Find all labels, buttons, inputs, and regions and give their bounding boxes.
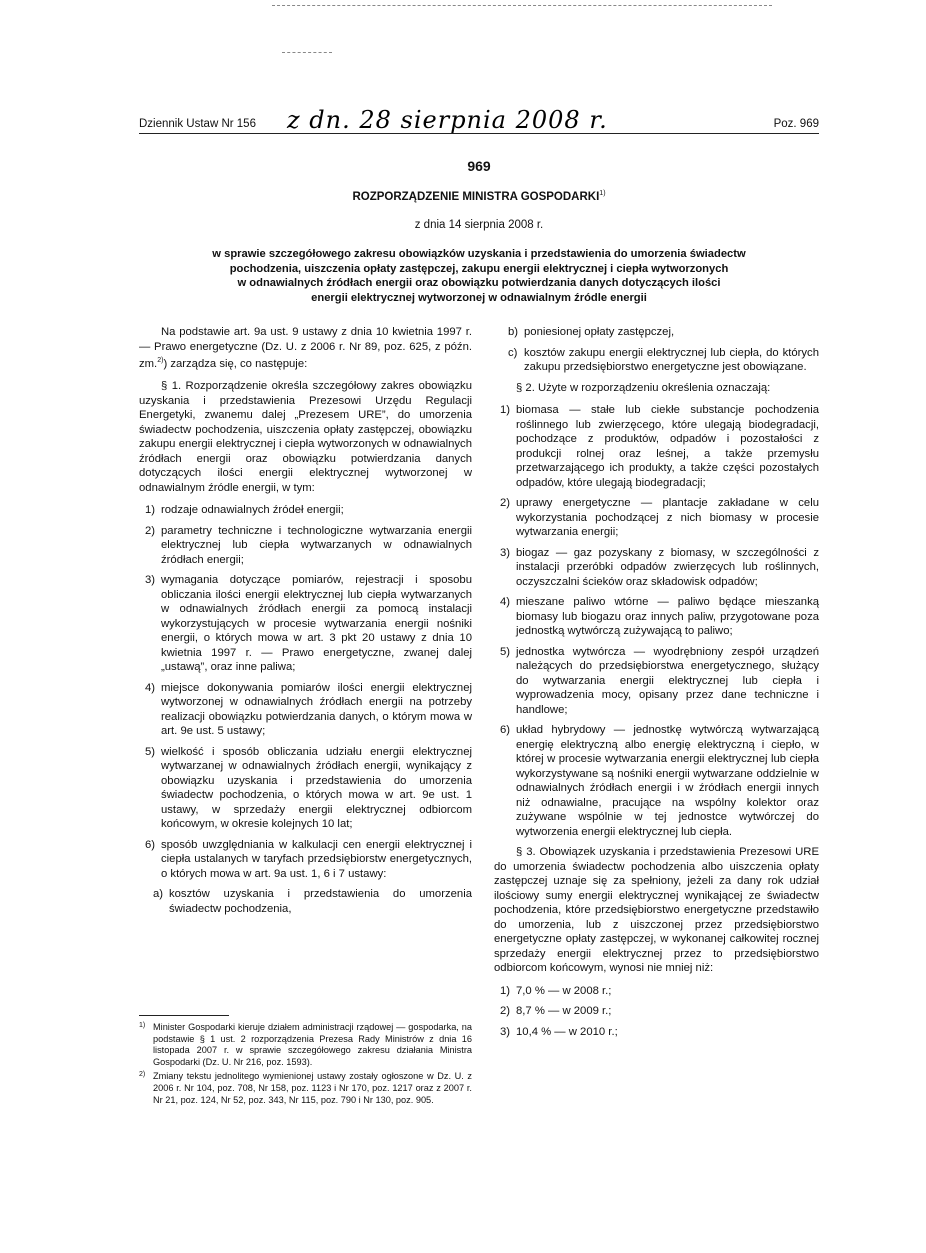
footnote-mark: 1) bbox=[139, 1022, 146, 1029]
item-mark: 2) bbox=[500, 497, 511, 509]
page-header bbox=[139, 106, 819, 136]
sublist-item bbox=[494, 346, 819, 375]
handwritten-date-note: z dn. 28 sierpnia 2008 r. bbox=[287, 106, 608, 134]
act-subject bbox=[139, 247, 819, 305]
paragraph-2: § 2. Użyte w rozporządzeniu określenia oznaczają: bbox=[516, 381, 771, 394]
definition-item bbox=[494, 496, 819, 540]
act-title-text: ROZPORZĄDZENIE MINISTRA GOSPODARKI bbox=[352, 190, 600, 203]
item-text: miejsce dokonywania pomiarów ilości energii elektrycznej wytworzonej w odnawialnych źródłach energii na potrzeby realizacji obowiązku potwierdzania danych, o którym mowa w art. 9e ust. 5 ustawy; bbox=[161, 681, 472, 738]
scope-list bbox=[139, 503, 472, 881]
item-mark: 3) bbox=[145, 574, 156, 587]
list-item bbox=[139, 838, 472, 882]
definitions-list bbox=[494, 403, 819, 839]
journal-name: Dziennik Ustaw Nr 156 bbox=[139, 118, 256, 130]
item-mark: 2) bbox=[500, 1005, 511, 1017]
item-mark: 5) bbox=[500, 645, 511, 658]
subject-line: w odnawialnych źródłach energii oraz obowiązku potwierdzania danych dotyczących ilości bbox=[237, 277, 721, 289]
cost-sublist bbox=[139, 887, 472, 916]
item-mark: 1) bbox=[145, 504, 156, 517]
item-text: układ hybrydowy — jednostkę wytwórczą wytwarzającą energię elektryczną albo energię elektryczną i ciepło, w której w procesie wytwarzania energii elektrycznej lub ciepła wykorzystywane są nośniki energii wytwarzane oddzielnie w odnawialnych źródłach energii i w źródłach energii innych niż odnawialne, pracujące na wspólny kolektor oraz zużywane wspólnie w tej jednostce wytwórczej do wytworzenia energii elektrycznej lub ciepła. bbox=[516, 724, 819, 838]
quota-list bbox=[494, 984, 819, 1040]
list-item bbox=[139, 745, 472, 832]
sublist-item bbox=[139, 887, 472, 916]
item-text: parametry techniczne i technologiczne wytwarzania energii elektrycznej lub ciepła wytwarzanych w odnawialnych źródłach energii; bbox=[161, 524, 472, 566]
footnotes bbox=[139, 1022, 472, 1109]
quota-item bbox=[494, 984, 819, 999]
footnote-divider bbox=[139, 1015, 229, 1016]
subject-line: energii elektrycznej wytworzonej w odnawialnym źródle energii bbox=[311, 291, 647, 304]
list-item bbox=[139, 681, 472, 739]
subject-line: w sprawie szczegółowego zakresu obowiązków uzyskania i przedstawienia do umorzenia świadectw bbox=[212, 248, 746, 260]
item-text: jednostka wytwórcza — wyodrębniony zespół urządzeń należących do przedsiębiorstwa energetycznego, służący do wytwarzania energii elektrycznej lub ciepła i wyprowadzenia mocy, opisany przez dane techniczne i handlowe; bbox=[516, 645, 819, 716]
item-text: rodzaje odnawialnych źródeł energii; bbox=[161, 504, 344, 517]
definition-item bbox=[494, 595, 819, 639]
item-text: poniesionej opłaty zastępczej, bbox=[524, 326, 675, 338]
item-mark: 4) bbox=[145, 681, 156, 694]
item-mark: 6) bbox=[145, 838, 156, 851]
paragraph-1: § 1. Rozporządzenie określa szczegółowy zakres obowiązku uzyskania i przedstawienia Prezesowi Urzędu Regulacji Energetyki, zwanemu dalej „Prezesem URE”, do umorzenia świadectw pochodzenia, uiszczenia opłaty zastępczej, obowiązku zakupu energii elektrycznej i ciepła wytworzonych w odnawialnych źródłach energii oraz obowiązku potwierdzania danych dotyczących ilości energii elektrycznej wytworzonej w odnawialnym źródle energii, w tym: bbox=[139, 380, 472, 494]
item-mark: a) bbox=[153, 888, 164, 901]
item-mark: 3) bbox=[500, 1025, 511, 1038]
position-label: Poz. 969 bbox=[773, 118, 819, 130]
scan-artifact-line bbox=[282, 52, 332, 53]
definition-item bbox=[494, 546, 819, 590]
subject-line: pochodzenia, uiszczenia opłaty zastępczej, zakupu energii elektrycznej i ciepła wytworzonych bbox=[229, 262, 729, 275]
item-text: kosztów zakupu energii elektrycznej lub ciepła, do których zakupu przedsiębiorstwo energetyczne jest obowiązane. bbox=[524, 346, 819, 373]
item-mark: 2) bbox=[145, 524, 156, 537]
item-text: 10,4 % — w 2010 r.; bbox=[516, 1025, 618, 1038]
list-item bbox=[139, 573, 472, 675]
item-text: 7,0 % — w 2008 r.; bbox=[516, 984, 612, 997]
header-divider bbox=[139, 133, 819, 134]
paragraph-3: § 3. Obowiązek uzyskania i przedstawienia Prezesowi URE do umorzenia świadectw pochodzenia albo uiszczenia opłaty zastępczej uznaje się za spełniony, jeżeli za dany rok udział ilościowy sumy energii elektrycznej wynikającej ze świadectw pochodzenia, które przedsiębiorstwo energetyczne przedstawiło do umorzenia, lub z uiszczonej przez przedsiębiorstwo energetyczne opłaty zastępczej, w wykonanej całkowitej rocznej sprzedaży energii elektrycznej przez to przedsiębiorstwo odbiorcom końcowym, wynosi nie mniej niż: bbox=[494, 846, 819, 974]
item-text: kosztów uzyskania i przedstawienia do umorzenia świadectw pochodzenia, bbox=[169, 888, 472, 915]
item-text: 8,7 % — w 2009 r.; bbox=[516, 1005, 612, 1017]
item-mark: 6) bbox=[500, 724, 511, 736]
footnote-mark: 2) bbox=[139, 1071, 146, 1079]
item-mark: 1) bbox=[500, 984, 511, 997]
item-text: uprawy energetyczne — plantacje zakładane w celu wykorzystania pochodzącej z nich biomasy w procesie wytwarzania energii; bbox=[516, 497, 819, 538]
definition-item bbox=[494, 403, 819, 490]
item-mark: 3) bbox=[500, 546, 511, 559]
left-column bbox=[139, 325, 472, 922]
footnote-ref: 2) bbox=[157, 357, 164, 364]
item-text: wielkość i sposób obliczania udziału energii elektrycznej wytwarzanej w odnawialnych źródłach energii, wynikający z obowiązku uzyskania i przedstawienia do umorzenia świadectw pochodzenia, o których mowa w art. 9e ust. 1 ustawy, w sprzedaży energii elektrycznej odbiorcom końcowym, w okresie kolejnych 10 lat; bbox=[161, 745, 472, 831]
quota-item bbox=[494, 1004, 819, 1019]
cost-sublist-continued bbox=[494, 325, 819, 375]
act-title bbox=[139, 190, 819, 203]
item-text: mieszane paliwo wtórne — paliwo będące mieszanką biomasy lub biogazu oraz innych paliw, przygotowane poza jednostką wytwórczą zużywającą to paliwo; bbox=[516, 596, 819, 637]
right-column bbox=[494, 325, 819, 1045]
definition-item bbox=[494, 645, 819, 718]
footnote bbox=[139, 1071, 472, 1106]
footnote bbox=[139, 1022, 472, 1068]
item-text: biomasa — stałe lub ciekłe substancje pochodzenia roślinnego lub zwierzęcego, które ulegają biodegradacji, pochodzące z produktów, odpadów i pozostałości z produkcji rolnej oraz leśnej, a także przemysłu przetwarzającego ich produkty, a także części pozostałych odpadów, które ulegają biodegradacji; bbox=[516, 404, 819, 489]
item-mark: 1) bbox=[500, 404, 511, 416]
item-text: sposób uwzględniania w kalkulacji cen energii elektrycznej i ciepła ustalanych w taryfach przedsiębiorstw energetycznych, o których mowa w art. 9a ust. 1, 6 i 7 ustawy: bbox=[161, 838, 472, 880]
quota-item bbox=[494, 1025, 819, 1040]
footnote-text: Minister Gospodarki kieruje działem administracji rządowej — gospodarka, na podstawie § 1 ust. 2 rozporządzenia Prezesa Rady Ministrów z dnia 16 listopada 2007 r. w sprawie szczegółowego zakresu działania Ministra Gospodarki (Dz. U. Nr 216, poz. 1593). bbox=[153, 1022, 472, 1067]
list-item bbox=[139, 503, 472, 518]
item-mark: 5) bbox=[145, 745, 156, 758]
footnote-text: Zmiany tekstu jednolitego wymienionej ustawy zostały ogłoszone w Dz. U. z 2006 r. Nr 104, poz. 708, Nr 158, poz. 1123 i Nr 170, poz. 1217 oraz z 2007 r. Nr 21, poz. 124, Nr 52, poz. 343, Nr 115, poz. 790 i Nr 130, poz. 905. bbox=[153, 1071, 472, 1105]
scan-artifact-line bbox=[272, 5, 772, 6]
intro-text-end: ) zarządza się, co następuje: bbox=[163, 357, 308, 370]
item-text: biogaz — gaz pozyskany z biomasy, w szczególności z instalacji przeróbki odpadów zwierzęcych lub roślinnych, oczyszczalni ścieków oraz składowisk odpadów; bbox=[516, 546, 819, 588]
intro-text: Na podstawie art. 9a ust. 9 ustawy z dnia 10 kwietnia 1997 r. — Prawo energetyczne (Dz. U. z 2006 r. Nr 89, poz. 625, z późn. zm. bbox=[139, 326, 472, 370]
definition-item bbox=[494, 723, 819, 839]
sublist-item bbox=[494, 325, 819, 340]
act-date: z dnia 14 sierpnia 2008 r. bbox=[414, 219, 544, 231]
item-text: wymagania dotyczące pomiarów, rejestracji i sposobu obliczania ilości energii elektrycznej lub ciepła wytwarzanych w odnawialnych źródłach energii za pomocą instalacji wykorzystujących w procesie wytwarzania energii nośniki energii, o których mowa w art. 3 pkt 20 ustawy z dnia 10 kwietnia 1997 r. — Prawo energetyczne, zwanej dalej „ustawą”, oraz inne paliwa; bbox=[161, 574, 472, 674]
act-title-footnote-ref: 1) bbox=[599, 190, 606, 197]
item-mark: 4) bbox=[500, 596, 511, 608]
intro-paragraph bbox=[139, 325, 472, 371]
list-item bbox=[139, 524, 472, 568]
item-mark: b) bbox=[508, 326, 519, 338]
act-number: 969 bbox=[467, 158, 491, 174]
item-mark: c) bbox=[508, 346, 518, 359]
